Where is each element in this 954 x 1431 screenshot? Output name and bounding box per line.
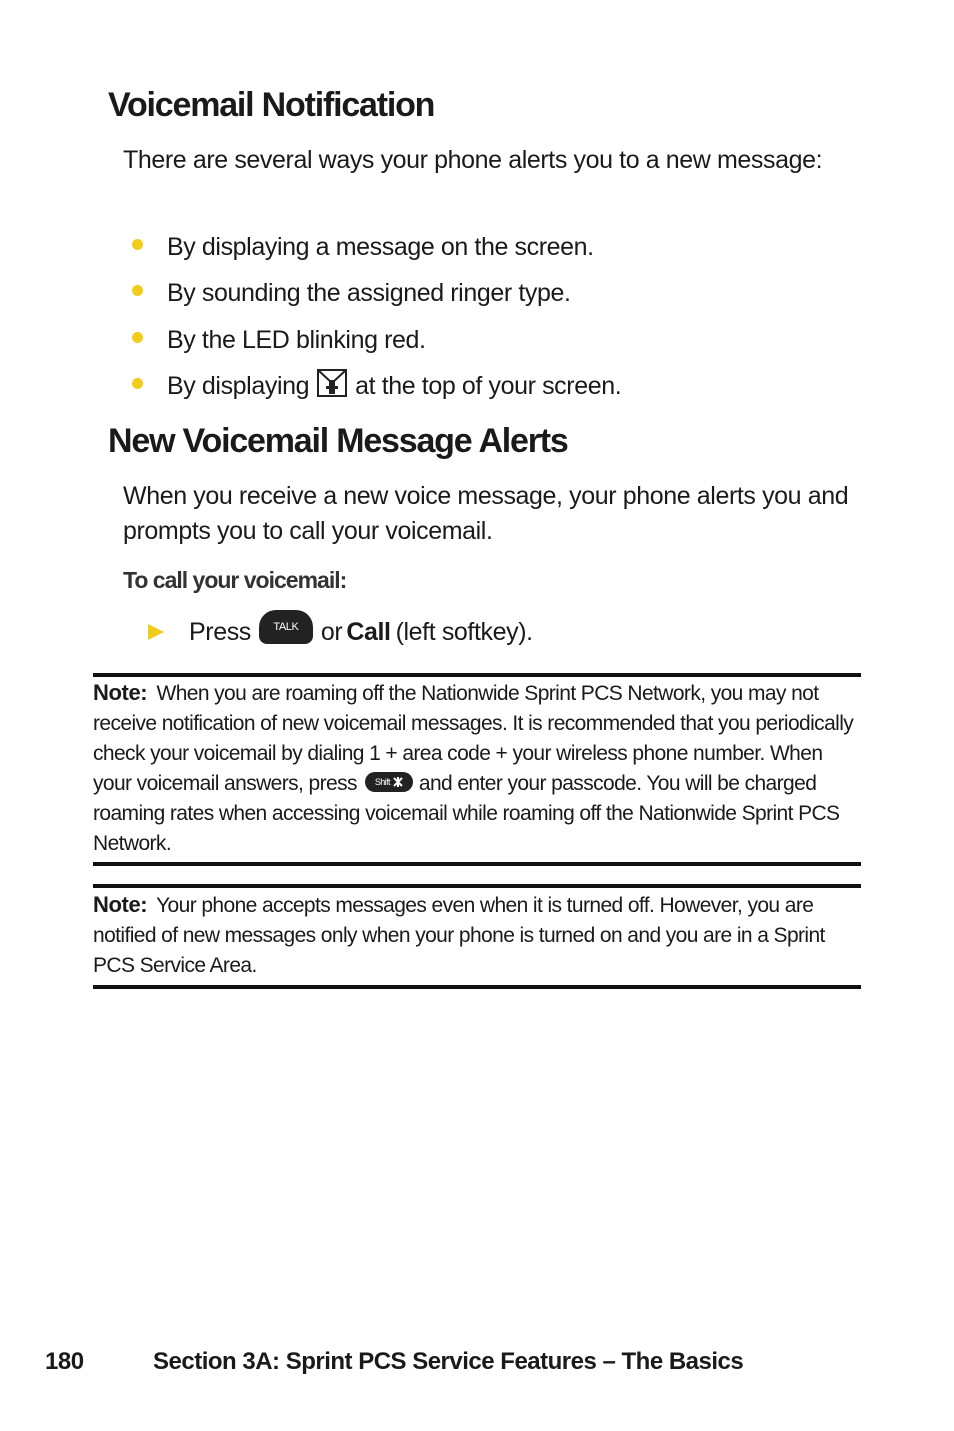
step-or-text: or <box>320 617 343 646</box>
alert-methods-list <box>132 224 621 410</box>
shift-key-icon <box>365 772 413 792</box>
step-arrow-icon <box>148 624 164 640</box>
note-divider-bottom <box>93 862 861 866</box>
step-softkey-text: (left softkey). <box>395 617 533 646</box>
bullet-icon <box>132 378 143 389</box>
note-text: Your phone accepts messages even when it is turned off. However, you are notified of new messages only when your phone is turned on and you are in a Sprint PCS Service Area. <box>93 894 825 977</box>
intro-paragraph-new-message: When you receive a new voice message, your phone alerts you and prompts you to call your voicemail. <box>123 482 849 545</box>
list-item-text: By sounding the assigned ringer type. <box>167 279 571 308</box>
note-divider-top <box>93 673 861 677</box>
list-item <box>132 271 621 318</box>
talk-key-icon: TALK <box>259 610 313 644</box>
footer-section-title: Section 3A: Sprint PCS Service Features – The Basics <box>153 1348 744 1375</box>
bullet-icon <box>132 285 143 296</box>
note-text-before-key: When you are roaming off the Nationwide Sprint PCS Network, you may not receive notification of new voicemail messages. It is recommended that you periodically check your voicemail by dialing 1 + area code + your wireless phone number. When your voicemail answers, press <box>93 682 854 795</box>
bullet-icon <box>132 332 143 343</box>
note-label: Note: <box>93 680 148 705</box>
procedure-step <box>148 610 533 654</box>
list-item <box>132 364 621 411</box>
bullet-icon <box>132 239 143 250</box>
note-divider-top <box>93 884 861 888</box>
note-divider-bottom <box>93 985 861 989</box>
procedure-subheading: To call your voicemail: <box>123 567 347 593</box>
list-item-text-after-icon: at the top of your screen. <box>355 372 622 401</box>
step-press-text: Press <box>189 617 251 646</box>
note-roaming <box>93 678 861 859</box>
asterisk-icon <box>393 777 403 787</box>
list-item-text-before-icon: By displaying <box>167 372 310 401</box>
voicemail-envelope-icon <box>317 368 347 405</box>
page-number: 180 <box>45 1348 84 1375</box>
page-footer <box>45 1348 744 1376</box>
list-item <box>132 224 621 271</box>
note-phone-off <box>93 890 861 981</box>
list-item-text: By displaying a message on the screen. <box>167 232 594 261</box>
section-heading-voicemail-notification: Voicemail Notification <box>108 86 435 124</box>
section-heading-new-voicemail-alerts: New Voicemail Message Alerts <box>108 422 568 460</box>
list-item-text: By the LED blinking red. <box>167 325 426 354</box>
intro-paragraph-alert-ways: There are several ways your phone alerts you to a new message: <box>123 146 823 174</box>
note-label: Note: <box>93 892 148 917</box>
list-item <box>132 317 621 364</box>
shift-key-label: Shift <box>374 777 390 788</box>
call-softkey-label: Call <box>346 617 391 646</box>
note-text-after-key: and enter your passcode. You will be charged roaming rates when accessing voicemail while roaming off the Nationwide Sprint PCS Network. <box>93 772 840 855</box>
